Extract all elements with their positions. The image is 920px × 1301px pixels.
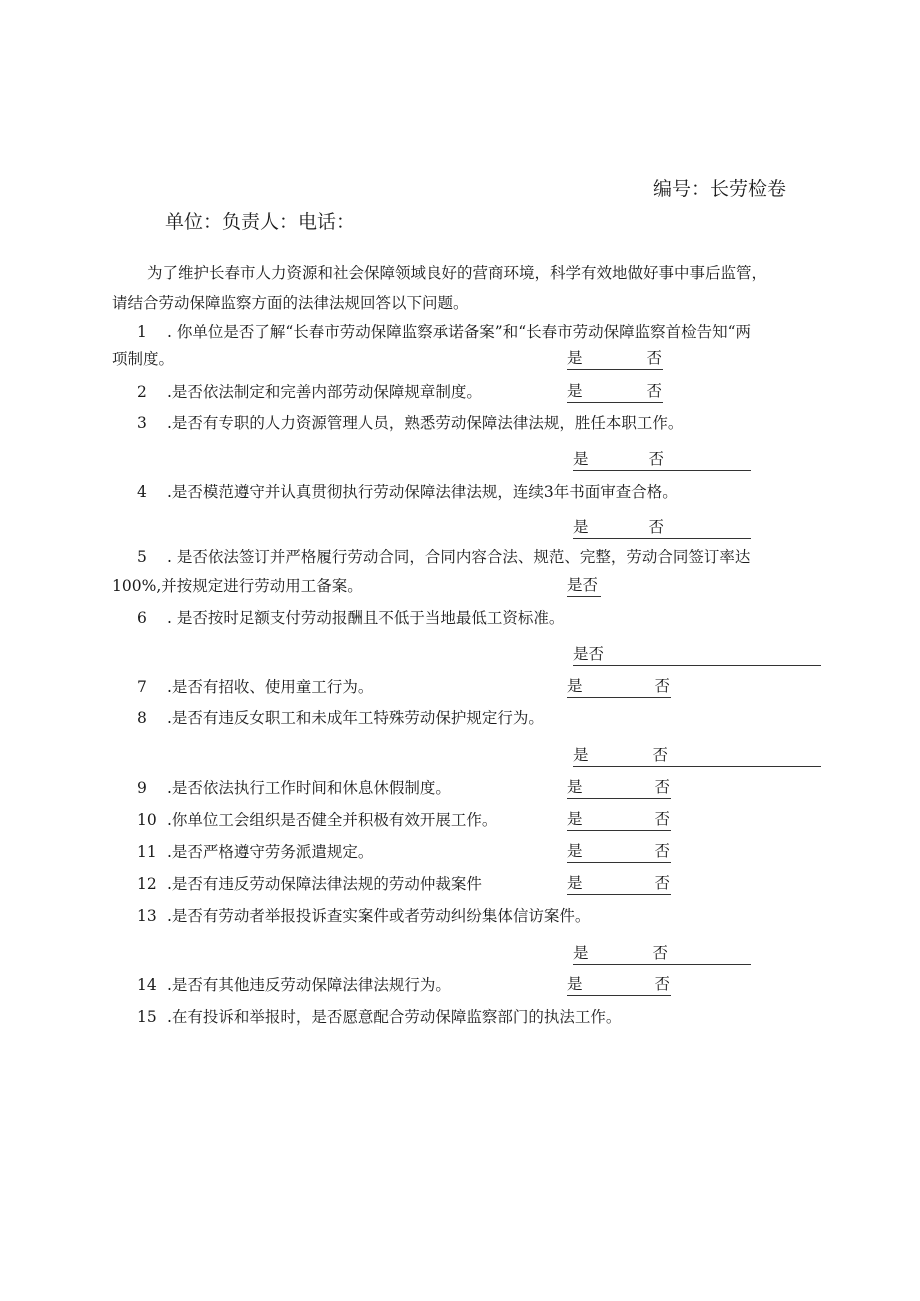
question-7: 7 .是否有招收、使用童工行为。 xyxy=(137,678,374,696)
question-6: 6 . 是否按时足额支付劳动报酬且不低于当地最低工资标准。 xyxy=(137,609,565,627)
question-14: 14 .是否有其他违反劳动保障法律法规行为。 xyxy=(137,976,451,994)
unit-contact-line: 单位：负责人：电话： xyxy=(165,211,356,233)
question-5: 5 . 是否依法签订并严格履行劳动合同，合同内容合法、规范、完整，劳动合同签订率达 xyxy=(137,548,751,566)
question-2: 2 .是否依法制定和完善内部劳动保障规章制度。 xyxy=(137,383,482,401)
answer-2[interactable]: 是 否 xyxy=(567,380,663,403)
answer-13[interactable]: 是 否 xyxy=(573,942,751,965)
answer-11[interactable]: 是 否 xyxy=(567,840,671,863)
answer-5[interactable]: 是否 xyxy=(567,574,601,597)
answer-4[interactable]: 是 否 xyxy=(573,516,751,539)
answer-6[interactable]: 是否 xyxy=(573,643,821,666)
question-8: 8 .是否有违反女职工和未成年工特殊劳动保护规定行为。 xyxy=(137,709,544,727)
answer-9[interactable]: 是 否 xyxy=(567,776,671,799)
question-5-continued: 100%,并按规定进行劳动用工备案。 xyxy=(112,577,363,595)
intro-paragraph-line-2: 请结合劳动保障监察方面的法律法规回答以下问题。 xyxy=(112,294,469,312)
question-12: 12 .是否有违反劳动保障法律法规的劳动仲裁案件 xyxy=(137,875,482,893)
question-4: 4 .是否模范遵守并认真贯彻执行劳动保障法律法规，连续3年书面审查合格。 xyxy=(137,483,678,501)
answer-12[interactable]: 是 否 xyxy=(567,872,671,895)
question-1-continued: 项制度。 xyxy=(112,350,175,368)
document-number: 编号：长劳检卷 xyxy=(653,178,787,200)
question-10: 10 .你单位工会组织是否健全并积极有效开展工作。 xyxy=(137,811,498,829)
question-15: 15 .在有投诉和举报时，是否愿意配合劳动保障监察部门的执法工作。 xyxy=(137,1008,622,1026)
intro-paragraph-line-1: 为了维护长春市人力资源和社会保障领域良好的营商环境，科学有效地做好事中事后监管， xyxy=(147,264,768,282)
question-9: 9 .是否依法执行工作时间和休息休假制度。 xyxy=(137,779,451,797)
answer-10[interactable]: 是 否 xyxy=(567,808,671,831)
question-13: 13 .是否有劳动者举报投诉查实案件或者劳动纠纷集体信访案件。 xyxy=(137,907,591,925)
answer-8[interactable]: 是 否 xyxy=(573,744,821,767)
question-3: 3 .是否有专职的人力资源管理人员，熟悉劳动保障法律法规，胜任本职工作。 xyxy=(137,414,684,432)
answer-1[interactable]: 是 否 xyxy=(567,347,663,370)
question-1: 1 . 你单位是否了解“长春市劳动保障监察承诺备案”和“长春市劳动保障监察首检告知“两 xyxy=(137,323,752,341)
answer-14[interactable]: 是 否 xyxy=(567,973,671,996)
answer-3[interactable]: 是 否 xyxy=(573,448,751,471)
answer-7[interactable]: 是 否 xyxy=(567,675,671,698)
question-11: 11 .是否严格遵守劳务派遣规定。 xyxy=(137,843,374,861)
